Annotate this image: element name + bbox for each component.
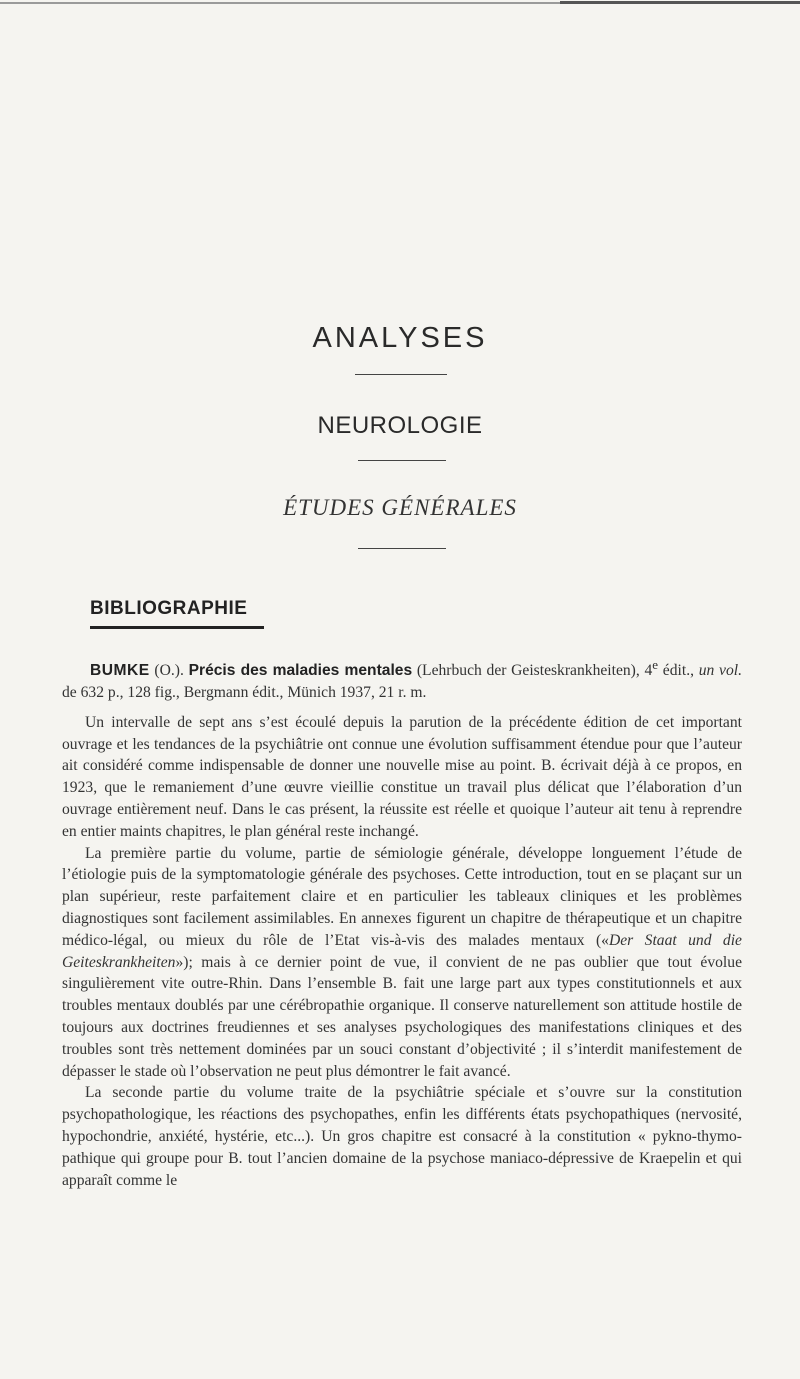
bibliographic-reference [62, 654, 742, 704]
bibliography-heading: BIBLIOGRAPHIE [90, 598, 248, 619]
entry-author-initial: (O.). [149, 662, 189, 680]
heading-rule [358, 460, 446, 461]
entry-ref-part: (Lehrbuch der Geisteskrankheiten), 4 [412, 662, 653, 680]
bibliography-underline [90, 626, 264, 629]
paragraph-1: Un intervalle de sept ans s’est écoulé depuis la parution de la précédente édition de cet important ouvrage et les tendances de la psychiâtrie ont connue une évolution suffisamment étendue pour que l’auteur ait considéré comme indispensable de donner une nouvelle mise au point. B. écrivait déjà à ce propos, en 1923, que le remaniement d’une œuvre vieillie constitue un travail plus délicat que l’élaboration d’un ouvrage entièrement neuf. Dans le cas présent, la réussite est réelle et quoique l’auteur ait tenu à reprendre en entier maints chapitres, le plan général reste inchangé. [62, 713, 742, 840]
paragraph-2-part: La première partie du volume, partie de sémiologie générale, développe longuement l’étude de l’étiologie puis de la symptomatologie générale des psychoses. Cette introduction, tout en se plaçant sur un plan supérieur, reste parfaitement claire et en particulier les tableaux cliniques et les problèmes diagnostiques sont facilement assimilables. En annexes figurent un chapitre de thérapeutique et un chapitre médico-légal, ou mieux du rôle de l’Etat vis-à-vis des malades mentaux (« [62, 844, 742, 949]
entry-ref-volume: un vol. [698, 662, 742, 680]
paragraph-2 [62, 843, 742, 1083]
subsection-heading: NEUROLOGIE [317, 412, 483, 439]
subsubsection-heading: ÉTUDES GÉNÉRALES [283, 495, 517, 520]
edition-superscript: e [652, 657, 659, 672]
heading-rule [355, 374, 447, 375]
review-entry [62, 654, 742, 1191]
paragraph-3: La seconde partie du volume traite de la psychiâtrie spéciale et s’ouvre sur la constitution psychopathologique, les réactions des psychopathes, enfin les différents états psychopathiques (nervosité, hypochondrie, anxiété, hystérie, etc...). Un gros chapitre est consacré à la constitution « pykno-thymo-pathique qui groupe pour B. tout l’ancien domaine de la psychose maniaco-dépressive de Kraepelin et qui apparaît comme le [62, 1084, 742, 1189]
section-heading: ANALYSES [312, 322, 488, 354]
paragraph-2-part: »); mais à ce dernier point de vue, il convient de ne pas oublier que tout évolue singulièrement vite outre-Rhin. Dans l’ensemble B. fait une large part aux types constitutionnels et aux troubles mentaux doublés par une cérébropathie organique. Il conserve naturellement son attitude hostile de toujours aux doctrines freudiennes et ses analyses psychologiques des manifestations cliniques et des troubles sont très nettement dominées par un souci constant d’objectivité ; il s’interdit manifestement de dépasser le stade où l’observation ne peut plus démontrer le fait avancé. [62, 953, 742, 1080]
entry-author: BUMKE [90, 662, 150, 680]
top-border-line-dark [560, 1, 800, 4]
entry-ref-part: de 632 p., 128 fig., Bergmann édit., Münich 1937, 21 r. m. [62, 683, 427, 701]
entry-title: Précis des maladies mentales [188, 662, 413, 680]
entry-ref-part: édit., [658, 662, 699, 680]
paragraph-2-italic-title: Der Staat und die Geiteskrankheiten [62, 931, 742, 971]
heading-rule [358, 548, 446, 549]
